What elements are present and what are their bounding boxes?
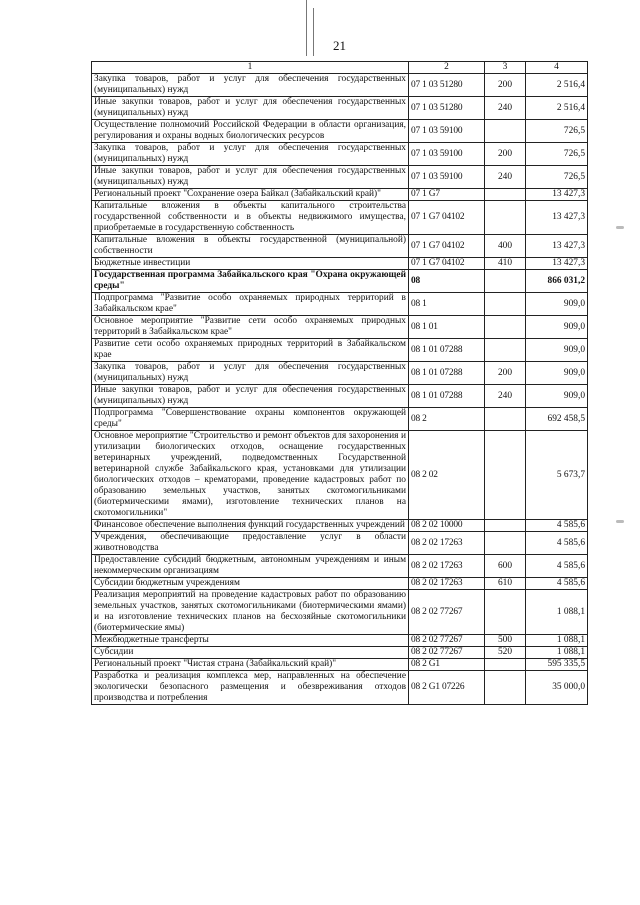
row-name: Иные закупки товаров, работ и услуг для обеспечения государственных (муниципальных) нужд xyxy=(92,385,409,408)
row-expense-type xyxy=(485,408,526,431)
row-code: 08 2 02 10000 xyxy=(409,520,485,532)
row-code: 07 1 03 59100 xyxy=(409,143,485,166)
row-code: 07 1 G7 04102 xyxy=(409,235,485,258)
row-expense-type xyxy=(485,520,526,532)
binder-hole-mark xyxy=(616,520,624,523)
row-code: 08 2 02 17263 xyxy=(409,555,485,578)
row-amount: 4 585,6 xyxy=(526,555,588,578)
row-name: Закупка товаров, работ и услуг для обеспечения государственных (муниципальных) нужд xyxy=(92,143,409,166)
row-code: 08 2 02 17263 xyxy=(409,532,485,555)
row-amount: 35 000,0 xyxy=(526,671,588,705)
row-expense-type: 240 xyxy=(485,385,526,408)
row-code: 08 2 02 77267 xyxy=(409,590,485,635)
row-amount: 13 427,3 xyxy=(526,235,588,258)
header-col-1: 1 xyxy=(92,62,409,74)
row-expense-type: 240 xyxy=(485,166,526,189)
table-row xyxy=(92,201,588,235)
row-amount: 909,0 xyxy=(526,339,588,362)
row-code: 07 1 03 59100 xyxy=(409,120,485,143)
row-amount: 726,5 xyxy=(526,120,588,143)
row-name: Основное мероприятие "Развитие сети особо охраняемых природных территорий в Забайкальском крае" xyxy=(92,316,409,339)
row-name: Учреждения, обеспечивающие предоставление услуг в области животноводства xyxy=(92,532,409,555)
scan-line xyxy=(313,8,314,56)
row-code: 08 1 01 07288 xyxy=(409,362,485,385)
header-col-4: 4 xyxy=(526,62,588,74)
row-expense-type: 520 xyxy=(485,647,526,659)
row-amount: 595 335,5 xyxy=(526,659,588,671)
row-expense-type: 200 xyxy=(485,74,526,97)
row-expense-type xyxy=(485,671,526,705)
row-name: Капитальные вложения в объекты капитального строительства государственной собственности и в объекты недвижимого имущества, приобретаемые в государственную собственность xyxy=(92,201,409,235)
table-row xyxy=(92,671,588,705)
row-expense-type: 410 xyxy=(485,258,526,270)
row-code: 07 1 G7 xyxy=(409,189,485,201)
row-name: Развитие сети особо охраняемых природных территорий в Забайкальском крае xyxy=(92,339,409,362)
row-code: 07 1 03 51280 xyxy=(409,74,485,97)
table-row xyxy=(92,258,588,270)
scan-line xyxy=(306,0,307,56)
table-row xyxy=(92,97,588,120)
row-expense-type xyxy=(485,532,526,555)
table-row xyxy=(92,189,588,201)
row-code: 08 1 01 07288 xyxy=(409,385,485,408)
page-number: 21 xyxy=(333,38,346,53)
row-code: 08 xyxy=(409,270,485,293)
row-name: Иные закупки товаров, работ и услуг для обеспечения государственных (муниципальных) нужд xyxy=(92,97,409,120)
header-col-3: 3 xyxy=(485,62,526,74)
row-name: Предоставление субсидий бюджетным, автономным учреждениям и иным некоммерческим организациям xyxy=(92,555,409,578)
row-expense-type xyxy=(485,339,526,362)
table-row xyxy=(92,590,588,635)
table-row xyxy=(92,293,588,316)
row-expense-type: 200 xyxy=(485,362,526,385)
row-amount: 866 031,2 xyxy=(526,270,588,293)
table-row xyxy=(92,659,588,671)
table-row xyxy=(92,555,588,578)
row-amount: 4 585,6 xyxy=(526,532,588,555)
row-expense-type: 240 xyxy=(485,97,526,120)
row-name: Региональный проект "Сохранение озера Байкал (Забайкальский край)" xyxy=(92,189,409,201)
row-expense-type xyxy=(485,293,526,316)
row-expense-type xyxy=(485,120,526,143)
row-amount: 909,0 xyxy=(526,316,588,339)
row-amount: 2 516,4 xyxy=(526,74,588,97)
row-expense-type xyxy=(485,270,526,293)
row-expense-type xyxy=(485,659,526,671)
row-name: Основное мероприятие "Строительство и ремонт объектов для захоронения и утилизации биологических отходов, оснащение государственных ветеринарных учреждений, подведомственных Государственной ветеринарной службе Забайкальского края, установками для утилизации биологических отходов – крематорами, проведение кадастровых работ по образованию земельных участков, занятых скотомогильниками (биотермическими ямами), изготовление технических планов на скотомогильники" xyxy=(92,431,409,520)
row-expense-type: 200 xyxy=(485,143,526,166)
table-row xyxy=(92,635,588,647)
row-code: 07 1 03 51280 xyxy=(409,97,485,120)
table-row xyxy=(92,270,588,293)
row-name: Субсидии бюджетным учреждениям xyxy=(92,578,409,590)
row-code: 08 1 01 xyxy=(409,316,485,339)
row-expense-type: 400 xyxy=(485,235,526,258)
row-name: Осуществление полномочий Российской Федерации в области организация, регулирования и охраны водных биологических ресурсов xyxy=(92,120,409,143)
table-row xyxy=(92,316,588,339)
row-code: 08 2 02 77267 xyxy=(409,647,485,659)
row-name: Разработка и реализация комплекса мер, направленных на обеспечение экологически безопасного размещения и обезвреживания отходов производства и потребления xyxy=(92,671,409,705)
row-name: Региональный проект "Чистая страна (Забайкальский край)" xyxy=(92,659,409,671)
row-amount: 909,0 xyxy=(526,362,588,385)
row-name: Государственная программа Забайкальского края "Охрана окружающей среды" xyxy=(92,270,409,293)
row-amount: 692 458,5 xyxy=(526,408,588,431)
row-name: Подпрограмма "Совершенствование охраны компонентов окружающей среды" xyxy=(92,408,409,431)
row-amount: 4 585,6 xyxy=(526,520,588,532)
row-name: Подпрограмма "Развитие особо охраняемых природных территорий в Забайкальском крае" xyxy=(92,293,409,316)
table-row xyxy=(92,431,588,520)
row-code: 07 1 G7 04102 xyxy=(409,201,485,235)
table-row xyxy=(92,385,588,408)
row-name: Иные закупки товаров, работ и услуг для обеспечения государственных (муниципальных) нужд xyxy=(92,166,409,189)
row-code: 08 2 02 xyxy=(409,431,485,520)
row-code: 07 1 03 59100 xyxy=(409,166,485,189)
row-amount: 909,0 xyxy=(526,385,588,408)
row-name: Капитальные вложения в объекты государственной (муниципальной) собственности xyxy=(92,235,409,258)
row-amount: 726,5 xyxy=(526,166,588,189)
row-amount: 1 088,1 xyxy=(526,590,588,635)
row-expense-type xyxy=(485,431,526,520)
row-code: 08 2 G1 xyxy=(409,659,485,671)
row-code: 07 1 G7 04102 xyxy=(409,258,485,270)
row-amount: 1 088,1 xyxy=(526,647,588,659)
row-code: 08 2 02 17263 xyxy=(409,578,485,590)
budget-table xyxy=(91,61,588,705)
table-row xyxy=(92,120,588,143)
row-name: Закупка товаров, работ и услуг для обеспечения государственных (муниципальных) нужд xyxy=(92,362,409,385)
row-amount: 726,5 xyxy=(526,143,588,166)
row-name: Бюджетные инвестиции xyxy=(92,258,409,270)
budget-table-body xyxy=(92,62,588,705)
row-amount: 2 516,4 xyxy=(526,97,588,120)
header-col-2: 2 xyxy=(409,62,485,74)
table-row xyxy=(92,532,588,555)
row-name: Закупка товаров, работ и услуг для обеспечения государственных (муниципальных) нужд xyxy=(92,74,409,97)
table-row xyxy=(92,143,588,166)
row-amount: 13 427,3 xyxy=(526,189,588,201)
table-row xyxy=(92,166,588,189)
row-amount: 1 088,1 xyxy=(526,635,588,647)
table-row xyxy=(92,647,588,659)
row-name: Финансовое обеспечение выполнения функций государственных учреждений xyxy=(92,520,409,532)
row-amount: 4 585,6 xyxy=(526,578,588,590)
row-name: Межбюджетные трансферты xyxy=(92,635,409,647)
table-row xyxy=(92,362,588,385)
row-amount: 13 427,3 xyxy=(526,258,588,270)
table-row xyxy=(92,408,588,431)
row-expense-type xyxy=(485,316,526,339)
row-code: 08 1 xyxy=(409,293,485,316)
row-expense-type: 600 xyxy=(485,555,526,578)
row-code: 08 2 02 77267 xyxy=(409,635,485,647)
row-expense-type xyxy=(485,590,526,635)
table-row xyxy=(92,520,588,532)
row-expense-type: 610 xyxy=(485,578,526,590)
row-expense-type xyxy=(485,189,526,201)
row-amount: 13 427,3 xyxy=(526,201,588,235)
row-code: 08 2 G1 07226 xyxy=(409,671,485,705)
row-amount: 5 673,7 xyxy=(526,431,588,520)
table-row xyxy=(92,578,588,590)
row-expense-type xyxy=(485,201,526,235)
table-row xyxy=(92,339,588,362)
row-amount: 909,0 xyxy=(526,293,588,316)
row-expense-type: 500 xyxy=(485,635,526,647)
row-code: 08 2 xyxy=(409,408,485,431)
binder-hole-mark xyxy=(616,226,624,229)
table-row xyxy=(92,235,588,258)
table-header-row xyxy=(92,62,588,74)
row-code: 08 1 01 07288 xyxy=(409,339,485,362)
row-name: Реализация мероприятий на проведение кадастровых работ по образованию земельных участков, занятых скотомогильниками (биотермическими ямами) и на изготовление технических планов на бесхозяйные скотомогильники (биотермические ямы) xyxy=(92,590,409,635)
row-name: Субсидии xyxy=(92,647,409,659)
table-row xyxy=(92,74,588,97)
